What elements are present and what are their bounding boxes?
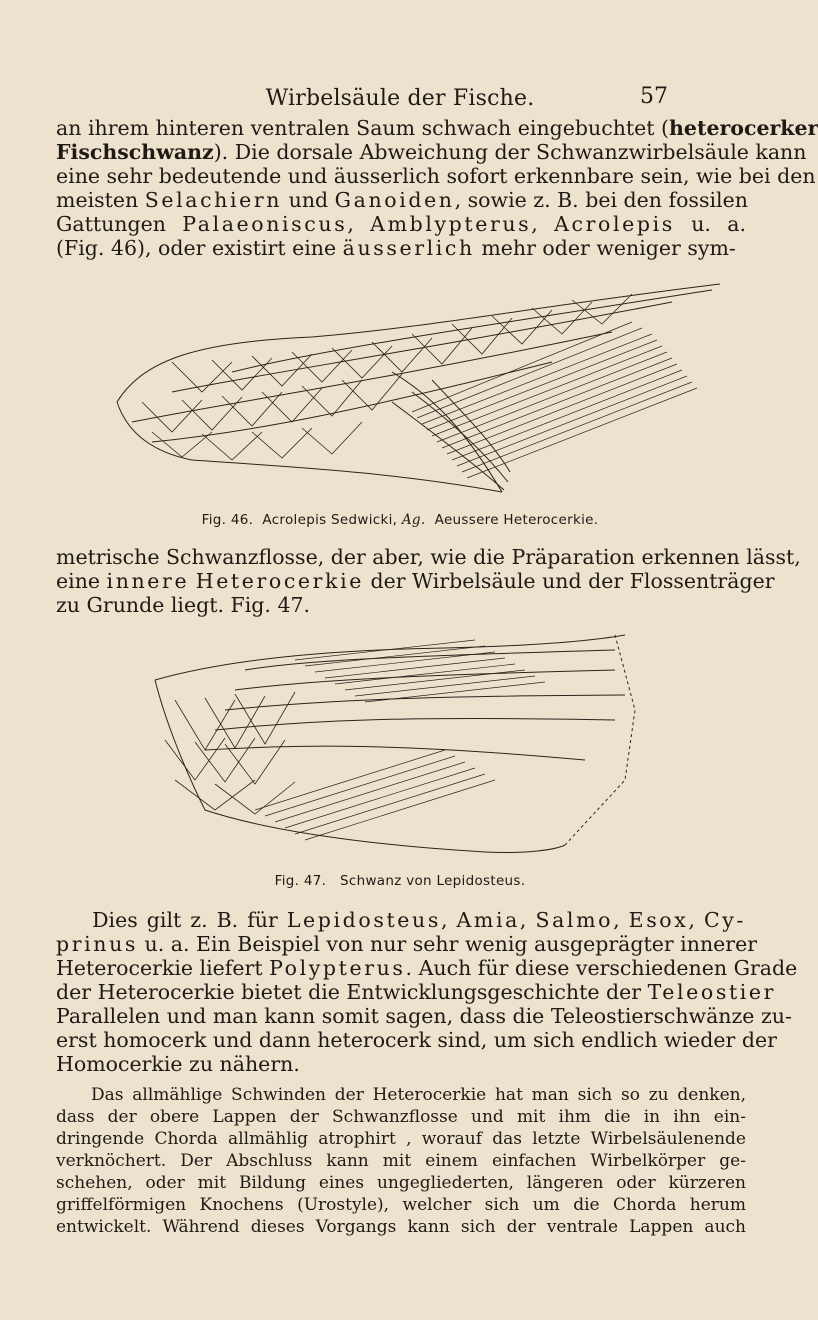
text-line: schehen, oder mit Bildung eines ungegliederten, längeren oder kürzeren (56, 1173, 746, 1193)
fish-tail-scales-drawing-46 (112, 282, 732, 507)
text-line: zu Grunde liegt. Fig. 47. (56, 593, 311, 617)
text-line: eine sehr bedeutende und äusserlich sofort erkennbare sein, wie bei den (56, 164, 816, 188)
text-line: (Fig. 46), oder existirt eine äusserlich mehr oder weniger sym- (56, 236, 736, 260)
text-line: erst homocerk und dann heterocerk sind, um sich endlich wieder der (56, 1028, 777, 1052)
text-line: an ihrem hinteren ventralen Saum schwach eingebuchtet (heterocerker (56, 116, 818, 140)
text-line: eine innere Heterocerkie der Wirbelsäule und der Flossenträger (56, 569, 775, 593)
figure-46-caption: Fig. 46. Acrolepis Sedwicki, Ag. Aeussere Heterocerkie. (201, 512, 599, 528)
fish-tail-skeleton-drawing-47 (145, 620, 655, 865)
text-line: metrische Schwanzflosse, der aber, wie die Präparation erkennen lässt, (56, 545, 801, 569)
running-title: Wirbelsäule der Fische. (265, 86, 535, 111)
text-line: Homocerkie zu nähern. (56, 1052, 300, 1076)
text-line: Heterocerkie liefert Polypterus. Auch für diese verschiedenen Grade (56, 956, 798, 980)
text-line: griffelförmigen Knochens (Urostyle), welcher sich um die Chorda herum (56, 1195, 746, 1215)
text-line: meisten Selachiern und Ganoiden, sowie z. B. bei den fossilen (56, 188, 748, 212)
text-line: Parallelen und man kann somit sagen, dass die Teleostierschwänze zu- (56, 1004, 792, 1028)
page-number: 57 (640, 84, 668, 109)
text-line: Das allmählige Schwinden der Heterocerkie hat man sich so zu denken, (91, 1085, 746, 1105)
text-line: der Heterocerkie bietet die Entwicklungsgeschichte der Teleostier (56, 980, 777, 1004)
text-line: Fischschwanz). Die dorsale Abweichung der Schwanzwirbelsäule kann (56, 140, 807, 164)
text-line: entwickelt. Während dieses Vorgangs kann sich der ventrale Lappen auch (56, 1217, 746, 1237)
text-line: prinus u. a. Ein Beispiel von nur sehr wenig ausgeprägter innerer (56, 932, 758, 956)
text-line: verknöchert. Der Abschluss kann mit einem einfachen Wirbelkörper ge- (56, 1151, 746, 1171)
figure-47-caption: Fig. 47. Schwanz von Lepidosteus. (274, 873, 526, 889)
paragraph-3 (56, 908, 798, 1076)
paragraph-2 (56, 545, 801, 617)
paragraph-4 (56, 1084, 746, 1238)
figure-46-illustration (112, 282, 732, 507)
text-line: dass der obere Lappen der Schwanzflosse und mit ihm die in ihn ein- (56, 1107, 746, 1127)
figure-47-illustration (145, 620, 655, 865)
text-line: Gattungen Palaeoniscus, Amblypterus, Acrolepis u. a. (56, 212, 746, 236)
text-line: dringende Chorda allmählig atrophirt , worauf das letzte Wirbelsäulenende (56, 1129, 746, 1149)
paragraph-1 (56, 116, 818, 260)
text-line: Dies gilt z. B. für Lepidosteus, Amia, Salmo, Esox, Cy- (92, 908, 746, 932)
